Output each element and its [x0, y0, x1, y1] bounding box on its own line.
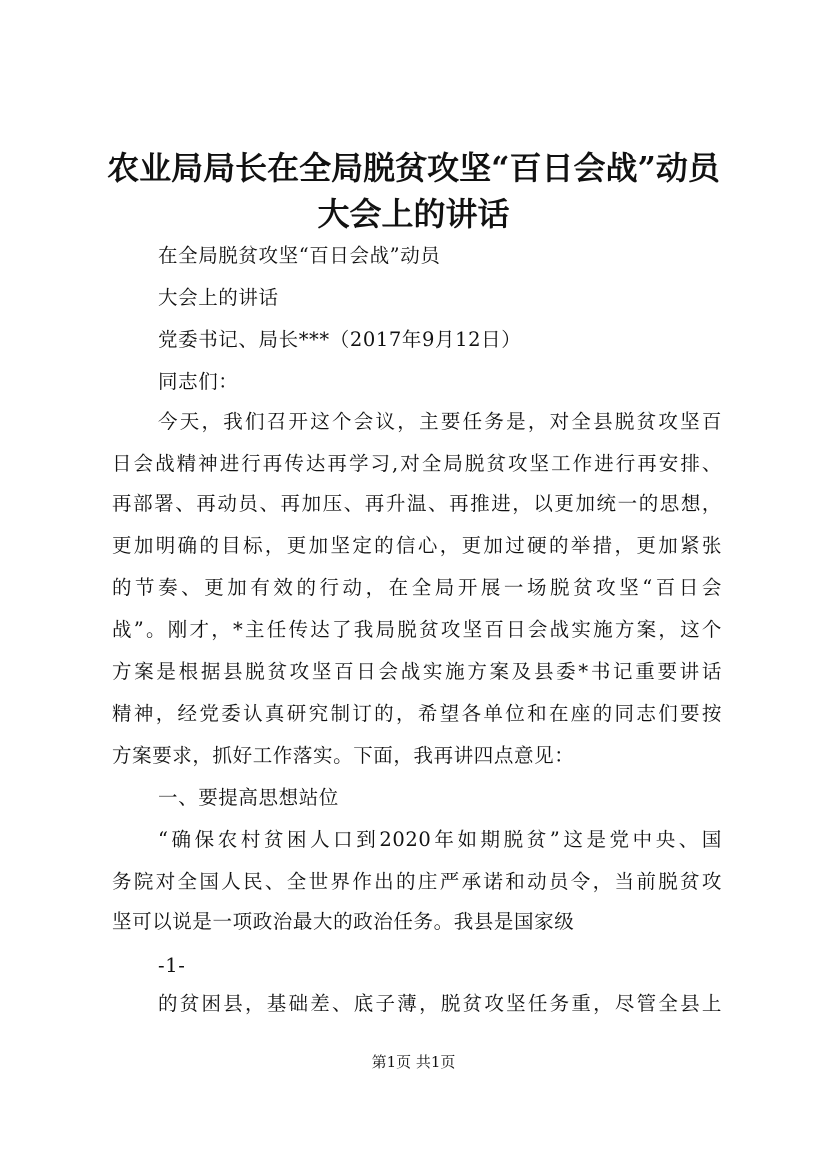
paragraph-1-line: 更加明确的目标，更加坚定的信心，更加过硬的举措，更加紧张 [112, 534, 722, 557]
paragraph-1-line: 精神，经党委认真研究制订的，希望各单位和在座的同志们要按 [112, 702, 722, 725]
document-title-line-2: 大会上的讲话 [317, 195, 510, 233]
paragraph-1-line: 今天，我们召开这个会议，主要任务是，对全县脱贫攻坚百 [158, 410, 722, 433]
paragraph-1-line: 方案要求，抓好工作落实。下面，我再讲四点意见： [112, 744, 575, 767]
paragraph-1-line: 的节奏、更加有效的行动，在全局开展一场脱贫攻坚“百日会 [112, 576, 722, 599]
page-footer: 第1页 共1页 [371, 1053, 456, 1071]
subtitle-line-2: 大会上的讲话 [158, 286, 279, 309]
speaker-line: 党委书记、局长***（2017年9月12日） [158, 328, 522, 351]
paragraph-3-line: 的贫困县，基础差、底子薄，脱贫攻坚任务重，尽管全县上 [158, 992, 722, 1015]
paragraph-1-line: 再部署、再动员、再加压、再升温、再推进，以更加统一的思想， [112, 492, 722, 515]
section-heading-1: 一、要提高思想站位 [158, 786, 339, 809]
paragraph-1-line: 方案是根据县脱贫攻坚百日会战实施方案及县委*书记重要讲话 [112, 660, 722, 683]
paragraph-1-line: 战”。刚才，*主任传达了我局脱贫攻坚百日会战实施方案，这个 [112, 618, 722, 641]
paragraph-2-line: 务院对全国人民、全世界作出的庄严承诺和动员令，当前脱贫攻 [112, 870, 722, 893]
salutation: 同志们： [158, 370, 239, 393]
paragraph-2-line: “确保农村贫困人口到2020年如期脱贫”这是党中央、国 [158, 828, 722, 851]
document-title-line-1: 农业局局长在全局脱贫攻坚“百日会战”动员 [107, 149, 720, 187]
subtitle-line-1: 在全局脱贫攻坚“百日会战”动员 [158, 244, 441, 267]
paragraph-1-line: 日会战精神进行再传达再学习,对全局脱贫攻坚工作进行再安排、 [112, 452, 722, 475]
page-marker: -1- [158, 954, 186, 977]
paragraph-2-line: 坚可以说是一项政治最大的政治任务。我县是国家级 [112, 910, 575, 933]
